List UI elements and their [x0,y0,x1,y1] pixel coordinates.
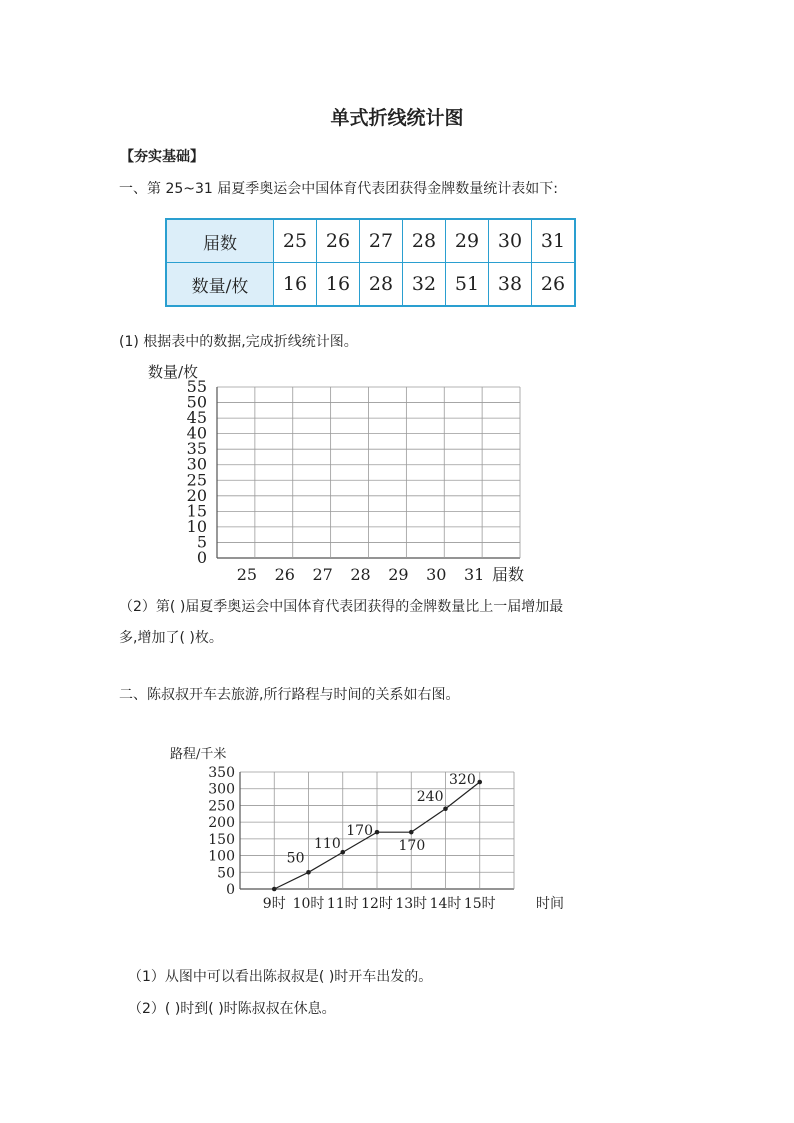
data-point [340,850,345,855]
question2-sub1: （1）从图中可以看出陈叔叔是( )时开车出发的。 [128,969,433,985]
table-header-session: 届数 [166,219,274,263]
table-cell: 26 [532,263,576,307]
data-point [306,870,311,875]
x-tick-label: 12时 [361,896,393,912]
y-tick-label: 30 [186,454,207,474]
data-point [477,780,482,785]
data-label: 170 [346,823,373,840]
y-tick-label: 250 [208,798,235,815]
table-header-count: 数量/枚 [166,263,274,307]
chart2-distance-time-line-chart [160,740,564,915]
y-tick-label: 55 [186,377,207,396]
x-tick-label: 13时 [395,896,428,912]
x-tick-label: 10时 [292,896,325,912]
x-tick-label: 28 [350,565,371,584]
y-tick-label: 50 [217,865,235,882]
y-tick-label: 20 [186,485,207,505]
data-label: 50 [286,850,305,867]
table-cell: 28 [403,219,446,263]
x-tick-label: 11时 [326,896,359,912]
table-cell: 51 [446,263,489,307]
question1-sub2 [119,592,563,654]
y-tick-label: 0 [226,882,235,898]
chart2-xlabel: 时间 [536,896,564,912]
x-tick-label: 25 [236,565,258,584]
y-tick-label: 40 [186,423,207,443]
x-tick-label: 27 [312,565,333,584]
table-row [166,263,575,307]
y-tick-label: 350 [208,765,235,781]
question1-prompt: 一、第 25~31 届夏季奥运会中国体育代表团获得金牌数量统计表如下: [119,181,558,197]
y-tick-label: 10 [186,516,207,536]
medal-table [165,218,576,307]
x-tick-label: 30 [426,565,447,584]
chart1-grid [217,387,520,558]
x-tick-label: 29 [388,565,409,584]
y-tick-label: 25 [186,470,207,490]
question1-sub2-line2: 多,增加了( )枚。 [119,630,223,646]
chart2-ylabel: 路程/千米 [170,747,227,762]
table-row [166,219,575,263]
table-cell: 25 [274,219,317,263]
page-title: 单式折线统计图 [330,107,464,129]
x-tick-label: 9时 [262,896,286,912]
y-tick-label: 100 [208,848,235,865]
table-cell: 16 [274,263,317,307]
table-cell: 26 [317,219,360,263]
x-tick-label: 31 [463,565,485,584]
data-label: 320 [449,772,476,789]
question1-sub2-line1: （2）第( )届夏季奥运会中国体育代表团获得的金牌数量比上一届增加最 [119,599,564,615]
y-tick-label: 35 [186,439,207,459]
table-cell: 28 [360,263,403,307]
y-tick-label: 50 [186,392,207,412]
table-cell: 31 [532,219,576,263]
chart1-ylabel: 数量/枚 [148,363,199,381]
table-cell: 27 [360,219,403,263]
y-tick-label: 200 [208,815,235,832]
question2-sub2: （2）( )时到( )时陈叔叔在休息。 [128,1001,336,1017]
data-point [375,830,380,835]
question1-sub1: (1) 根据表中的数据,完成折线统计图。 [119,334,358,350]
table-cell: 38 [489,263,532,307]
table-cell: 30 [489,219,532,263]
table-cell: 32 [403,263,446,307]
section-label: 【夯实基础】 [120,149,204,165]
y-tick-label: 300 [208,781,235,798]
data-label: 110 [314,836,341,853]
y-tick-label: 0 [196,548,207,567]
data-point [409,830,414,835]
y-tick-label: 15 [186,501,207,521]
y-tick-label: 150 [208,831,235,848]
y-tick-label: 45 [186,408,207,428]
chart1-empty-line-chart [130,355,570,587]
table-cell: 29 [446,219,489,263]
question2-prompt: 二、陈叔叔开车去旅游,所行路程与时间的关系如右图。 [119,687,460,703]
y-tick-label: 5 [196,532,207,552]
data-point [272,887,277,892]
table-cell: 16 [317,263,360,307]
x-tick-label: 26 [274,565,295,584]
data-label: 170 [398,838,426,855]
chart1-xlabel: 届数 [491,565,524,584]
x-tick-label: 15时 [463,896,496,912]
x-tick-label: 14时 [429,896,462,912]
data-label: 240 [416,788,444,805]
data-point [443,806,448,811]
